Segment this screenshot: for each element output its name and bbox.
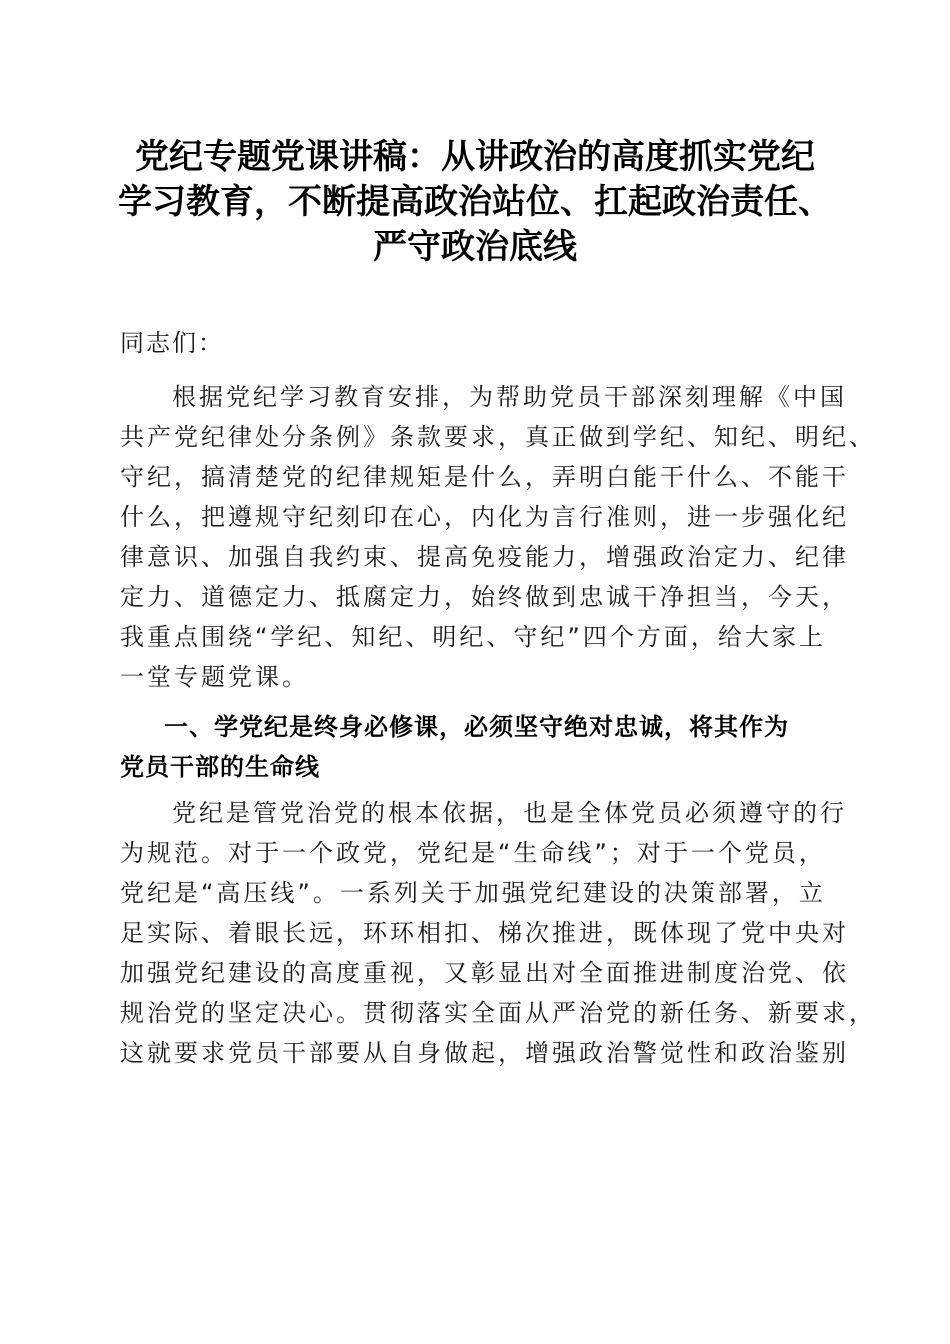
heading-line: 党员干部的生命线 [120, 753, 320, 781]
text-line: 根据党纪学习教育安排，为帮助党员干部深刻理解《中国 [172, 383, 847, 411]
text-line: 党纪是管党治党的根本依据，也是全体党员必须遵守的行 [172, 799, 847, 827]
text-line: 共产党纪律处分条例》条款要求，真正做到学纪、知纪、明纪、 [120, 423, 876, 451]
document-body [120, 323, 876, 1073]
title-line: 严守政治底线 [373, 227, 577, 267]
text-line: 为规范。对于一个政党，党纪是“生命线”；对于一个党员， [120, 839, 826, 867]
text-line: 规治党的坚定决心。贯彻落实全面从严治党的新任务、新要求， [120, 999, 876, 1027]
text-line: 这就要求党员干部要从自身做起，增强政治警觉性和政治鉴别 [120, 1039, 849, 1067]
heading-line: 一、学党纪是终身必修课，必须坚守绝对忠诚，将其作为 [164, 713, 789, 741]
salutation: 同志们： [120, 329, 224, 357]
title-line: 党纪专题党课讲稿：从讲政治的高度抓实党纪 [135, 137, 815, 177]
text-line: 定力、道德定力、抵腐定力，始终做到忠诚干净担当，今天， [120, 583, 849, 611]
text-line: 加强党纪建设的高度重视，又彰显出对全面推进制度治党、依 [120, 959, 849, 987]
text-line: 我重点围绕“学纪、知纪、明纪、守纪”四个方面，给大家上 [120, 623, 826, 651]
text-line: 守纪，搞清楚党的纪律规矩是什么，弄明白能干什么、不能干 [120, 463, 849, 491]
text-line: 足实际、着眼长远，环环相扣、梯次推进，既体现了党中央对 [120, 919, 849, 947]
text-line: 党纪是“高压线”。一系列关于加强党纪建设的决策部署，立 [120, 879, 826, 907]
title-line: 学习教育，不断提高政治站位、扛起政治责任、 [118, 182, 832, 222]
text-line: 一堂专题党课。 [120, 663, 309, 691]
text-line: 什么，把遵规守纪刻印在心，内化为言行准则，进一步强化纪 [120, 503, 849, 531]
text-line: 律意识、加强自我约束、提高免疫能力，增强政治定力、纪律 [120, 543, 849, 571]
section-heading [120, 707, 840, 787]
document-title [110, 135, 840, 270]
intro-paragraph [120, 377, 876, 697]
section-paragraph [120, 793, 876, 1073]
